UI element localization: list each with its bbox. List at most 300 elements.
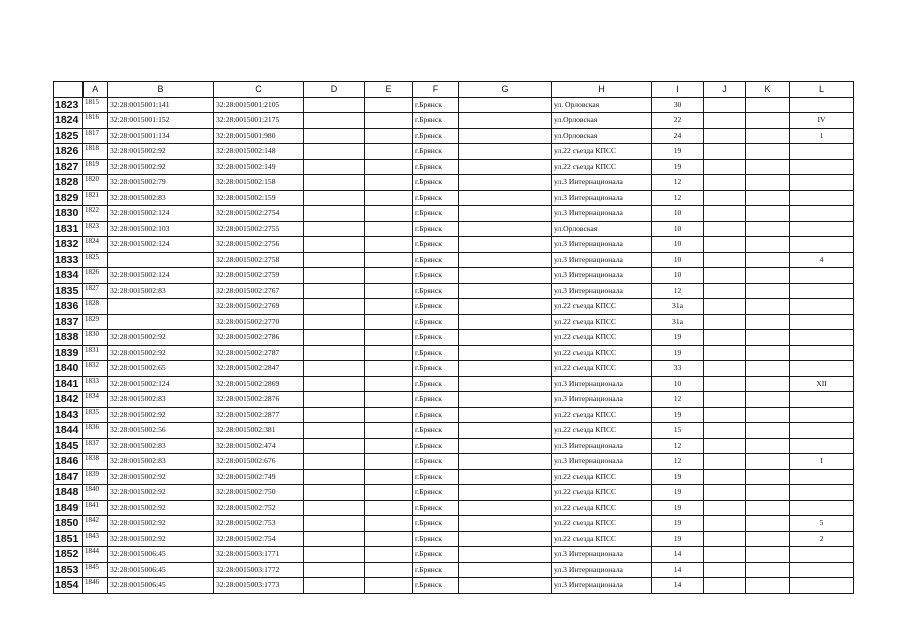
cell-i[interactable]: 10	[652, 221, 704, 237]
cell-h[interactable]: ул.3 Интернационала	[552, 206, 652, 222]
cell-h[interactable]: ул.22 съезда КПСС	[552, 361, 652, 377]
cell-g[interactable]	[459, 454, 552, 470]
cell-i[interactable]: 12	[652, 454, 704, 470]
cell-d[interactable]	[304, 206, 365, 222]
cell-l[interactable]	[790, 221, 854, 237]
cell-f[interactable]: г.Брянск	[413, 578, 459, 594]
cell-h[interactable]: ул.22 съезда КПСС	[552, 485, 652, 501]
cell-j[interactable]	[704, 159, 746, 175]
cell-j[interactable]	[704, 423, 746, 439]
cell-i[interactable]: 10	[652, 237, 704, 253]
cell-b[interactable]	[108, 314, 214, 330]
cell-g[interactable]	[459, 500, 552, 516]
cell-e[interactable]	[365, 423, 413, 439]
column-header-a[interactable]: A	[83, 82, 108, 98]
cell-a[interactable]: 1825	[83, 252, 108, 268]
cell-g[interactable]	[459, 531, 552, 547]
cell-a[interactable]: 1838	[83, 454, 108, 470]
cell-k[interactable]	[746, 516, 790, 532]
cell-j[interactable]	[704, 547, 746, 563]
cell-i[interactable]: 33	[652, 361, 704, 377]
cell-i[interactable]: 19	[652, 516, 704, 532]
cell-b[interactable]: 32:28:0015006:45	[108, 562, 214, 578]
cell-a[interactable]: 1842	[83, 516, 108, 532]
cell-f[interactable]: г.Брянск	[413, 485, 459, 501]
cell-i[interactable]: 10	[652, 252, 704, 268]
cell-d[interactable]	[304, 330, 365, 346]
cell-l[interactable]	[790, 423, 854, 439]
cell-a[interactable]: 1830	[83, 330, 108, 346]
cell-g[interactable]	[459, 190, 552, 206]
cell-d[interactable]	[304, 438, 365, 454]
cell-j[interactable]	[704, 330, 746, 346]
cell-d[interactable]	[304, 500, 365, 516]
row-number[interactable]: 1832	[54, 237, 83, 253]
cell-g[interactable]	[459, 562, 552, 578]
row-number[interactable]: 1829	[54, 190, 83, 206]
cell-f[interactable]: г.Брянск	[413, 299, 459, 315]
cell-k[interactable]	[746, 345, 790, 361]
cell-c[interactable]: 32:28:0015002:676	[214, 454, 304, 470]
cell-j[interactable]	[704, 500, 746, 516]
cell-h[interactable]: ул.3 Интернационала	[552, 376, 652, 392]
cell-g[interactable]	[459, 144, 552, 160]
cell-f[interactable]: г.Брянск	[413, 531, 459, 547]
cell-d[interactable]	[304, 578, 365, 594]
cell-g[interactable]	[459, 516, 552, 532]
cell-i[interactable]: 19	[652, 159, 704, 175]
cell-j[interactable]	[704, 97, 746, 113]
cell-l[interactable]	[790, 97, 854, 113]
cell-l[interactable]	[790, 345, 854, 361]
cell-a[interactable]: 1834	[83, 392, 108, 408]
cell-d[interactable]	[304, 159, 365, 175]
cell-k[interactable]	[746, 562, 790, 578]
row-number[interactable]: 1843	[54, 407, 83, 423]
cell-c[interactable]: 32:28:0015002:381	[214, 423, 304, 439]
cell-e[interactable]	[365, 407, 413, 423]
cell-h[interactable]: ул.3 Интернационала	[552, 283, 652, 299]
cell-c[interactable]: 32:28:0015002:2759	[214, 268, 304, 284]
row-number[interactable]: 1842	[54, 392, 83, 408]
cell-k[interactable]	[746, 175, 790, 191]
cell-h[interactable]: ул.22 съезда КПСС	[552, 314, 652, 330]
cell-d[interactable]	[304, 299, 365, 315]
cell-b[interactable]: 32:28:0015002:92	[108, 500, 214, 516]
cell-j[interactable]	[704, 392, 746, 408]
cell-i[interactable]: 12	[652, 175, 704, 191]
cell-f[interactable]: г.Брянск	[413, 237, 459, 253]
cell-c[interactable]: 32:28:0015002:2767	[214, 283, 304, 299]
row-number[interactable]: 1831	[54, 221, 83, 237]
cell-d[interactable]	[304, 175, 365, 191]
cell-b[interactable]: 32:28:0015002:92	[108, 330, 214, 346]
cell-b[interactable]: 32:28:0015002:103	[108, 221, 214, 237]
cell-k[interactable]	[746, 423, 790, 439]
cell-f[interactable]: г.Брянск	[413, 500, 459, 516]
cell-k[interactable]	[746, 361, 790, 377]
cell-e[interactable]	[365, 578, 413, 594]
cell-e[interactable]	[365, 361, 413, 377]
cell-e[interactable]	[365, 469, 413, 485]
cell-c[interactable]: 32:28:0015002:2755	[214, 221, 304, 237]
cell-k[interactable]	[746, 531, 790, 547]
cell-j[interactable]	[704, 268, 746, 284]
cell-h[interactable]: ул.22 съезда КПСС	[552, 531, 652, 547]
row-number[interactable]: 1846	[54, 454, 83, 470]
cell-c[interactable]: 32:28:0015002:2769	[214, 299, 304, 315]
row-number[interactable]: 1851	[54, 531, 83, 547]
cell-b[interactable]: 32:28:0015002:92	[108, 159, 214, 175]
cell-d[interactable]	[304, 314, 365, 330]
cell-h[interactable]: ул.22 съезда КПСС	[552, 159, 652, 175]
cell-d[interactable]	[304, 268, 365, 284]
cell-j[interactable]	[704, 562, 746, 578]
cell-k[interactable]	[746, 252, 790, 268]
cell-e[interactable]	[365, 97, 413, 113]
cell-j[interactable]	[704, 454, 746, 470]
cell-i[interactable]: 31a	[652, 299, 704, 315]
cell-a[interactable]: 1822	[83, 206, 108, 222]
cell-g[interactable]	[459, 128, 552, 144]
cell-b[interactable]: 32:28:0015002:79	[108, 175, 214, 191]
cell-a[interactable]: 1832	[83, 361, 108, 377]
cell-b[interactable]	[108, 299, 214, 315]
cell-d[interactable]	[304, 283, 365, 299]
cell-b[interactable]: 32:28:0015002:92	[108, 345, 214, 361]
cell-a[interactable]: 1829	[83, 314, 108, 330]
cell-g[interactable]	[459, 283, 552, 299]
cell-g[interactable]	[459, 206, 552, 222]
row-number[interactable]: 1844	[54, 423, 83, 439]
cell-k[interactable]	[746, 407, 790, 423]
cell-b[interactable]: 32:28:0015002:83	[108, 190, 214, 206]
cell-d[interactable]	[304, 144, 365, 160]
cell-j[interactable]	[704, 237, 746, 253]
cell-h[interactable]: ул.3 Интернационала	[552, 392, 652, 408]
row-number[interactable]: 1854	[54, 578, 83, 594]
cell-l[interactable]: I	[790, 454, 854, 470]
cell-a[interactable]: 1831	[83, 345, 108, 361]
cell-k[interactable]	[746, 221, 790, 237]
cell-h[interactable]: ул.Орловская	[552, 113, 652, 129]
cell-k[interactable]	[746, 438, 790, 454]
cell-e[interactable]	[365, 128, 413, 144]
cell-j[interactable]	[704, 376, 746, 392]
cell-l[interactable]: 1	[790, 128, 854, 144]
cell-i[interactable]: 19	[652, 407, 704, 423]
cell-f[interactable]: г.Брянск	[413, 314, 459, 330]
cell-h[interactable]: ул.22 съезда КПСС	[552, 500, 652, 516]
cell-i[interactable]: 12	[652, 283, 704, 299]
cell-b[interactable]: 32:28:0015002:83	[108, 392, 214, 408]
cell-e[interactable]	[365, 159, 413, 175]
cell-b[interactable]: 32:28:0015006:45	[108, 547, 214, 563]
row-number[interactable]: 1845	[54, 438, 83, 454]
cell-f[interactable]: г.Брянск	[413, 547, 459, 563]
cell-a[interactable]: 1817	[83, 128, 108, 144]
row-number[interactable]: 1827	[54, 159, 83, 175]
row-number[interactable]: 1826	[54, 144, 83, 160]
cell-f[interactable]: г.Брянск	[413, 128, 459, 144]
column-header-c[interactable]: C	[214, 82, 304, 98]
cell-l[interactable]	[790, 469, 854, 485]
row-number[interactable]: 1848	[54, 485, 83, 501]
row-number[interactable]: 1839	[54, 345, 83, 361]
cell-c[interactable]: 32:28:0015002:2754	[214, 206, 304, 222]
cell-g[interactable]	[459, 345, 552, 361]
cell-h[interactable]: ул.Орловская	[552, 221, 652, 237]
cell-f[interactable]: г.Брянск	[413, 454, 459, 470]
cell-d[interactable]	[304, 376, 365, 392]
cell-h[interactable]: ул.3 Интернационала	[552, 190, 652, 206]
cell-d[interactable]	[304, 516, 365, 532]
cell-l[interactable]	[790, 283, 854, 299]
cell-d[interactable]	[304, 562, 365, 578]
cell-h[interactable]: ул.22 съезда КПСС	[552, 299, 652, 315]
cell-l[interactable]	[790, 407, 854, 423]
cell-l[interactable]	[790, 330, 854, 346]
cell-h[interactable]: ул.22 съезда КПСС	[552, 330, 652, 346]
cell-b[interactable]: 32:28:0015002:124	[108, 268, 214, 284]
cell-j[interactable]	[704, 516, 746, 532]
cell-f[interactable]: г.Брянск	[413, 97, 459, 113]
cell-l[interactable]: 4	[790, 252, 854, 268]
cell-h[interactable]: ул.22 съезда КПСС	[552, 345, 652, 361]
cell-b[interactable]: 32:28:0015002:92	[108, 516, 214, 532]
cell-a[interactable]: 1845	[83, 562, 108, 578]
cell-c[interactable]: 32:28:0015003:1771	[214, 547, 304, 563]
cell-i[interactable]: 19	[652, 531, 704, 547]
cell-h[interactable]: ул.22 съезда КПСС	[552, 144, 652, 160]
cell-k[interactable]	[746, 376, 790, 392]
cell-f[interactable]: г.Брянск	[413, 159, 459, 175]
cell-g[interactable]	[459, 252, 552, 268]
cell-e[interactable]	[365, 299, 413, 315]
cell-i[interactable]: 19	[652, 500, 704, 516]
cell-c[interactable]: 32:28:0015001:980	[214, 128, 304, 144]
cell-d[interactable]	[304, 454, 365, 470]
row-number[interactable]: 1825	[54, 128, 83, 144]
cell-k[interactable]	[746, 547, 790, 563]
cell-f[interactable]: г.Брянск	[413, 438, 459, 454]
cell-g[interactable]	[459, 578, 552, 594]
cell-g[interactable]	[459, 469, 552, 485]
row-number[interactable]: 1837	[54, 314, 83, 330]
cell-l[interactable]	[790, 562, 854, 578]
cell-a[interactable]: 1815	[83, 97, 108, 113]
cell-a[interactable]: 1816	[83, 113, 108, 129]
cell-b[interactable]: 32:28:0015002:124	[108, 237, 214, 253]
cell-h[interactable]: ул.Орловская	[552, 128, 652, 144]
cell-g[interactable]	[459, 407, 552, 423]
cell-b[interactable]: 32:28:0015002:92	[108, 144, 214, 160]
cell-k[interactable]	[746, 128, 790, 144]
cell-h[interactable]: ул.3 Интернационала	[552, 175, 652, 191]
cell-g[interactable]	[459, 423, 552, 439]
cell-k[interactable]	[746, 159, 790, 175]
cell-e[interactable]	[365, 547, 413, 563]
cell-b[interactable]: 32:28:0015002:124	[108, 376, 214, 392]
cell-f[interactable]: г.Брянск	[413, 144, 459, 160]
cell-c[interactable]: 32:28:0015002:752	[214, 500, 304, 516]
cell-c[interactable]: 32:28:0015002:2847	[214, 361, 304, 377]
cell-h[interactable]: ул.3 Интернационала	[552, 268, 652, 284]
cell-a[interactable]: 1835	[83, 407, 108, 423]
cell-i[interactable]: 19	[652, 330, 704, 346]
cell-i[interactable]: 19	[652, 345, 704, 361]
cell-e[interactable]	[365, 392, 413, 408]
cell-j[interactable]	[704, 345, 746, 361]
cell-h[interactable]: ул.3 Интернационала	[552, 562, 652, 578]
cell-b[interactable]: 32:28:0015002:56	[108, 423, 214, 439]
cell-g[interactable]	[459, 547, 552, 563]
cell-i[interactable]: 14	[652, 562, 704, 578]
cell-j[interactable]	[704, 221, 746, 237]
cell-c[interactable]: 32:28:0015002:159	[214, 190, 304, 206]
cell-a[interactable]: 1844	[83, 547, 108, 563]
cell-k[interactable]	[746, 485, 790, 501]
cell-b[interactable]	[108, 252, 214, 268]
cell-a[interactable]: 1826	[83, 268, 108, 284]
cell-i[interactable]: 14	[652, 547, 704, 563]
cell-h[interactable]: ул.3 Интернационала	[552, 438, 652, 454]
cell-b[interactable]: 32:28:0015002:83	[108, 454, 214, 470]
cell-j[interactable]	[704, 299, 746, 315]
cell-e[interactable]	[365, 314, 413, 330]
row-number[interactable]: 1836	[54, 299, 83, 315]
cell-g[interactable]	[459, 221, 552, 237]
cell-g[interactable]	[459, 392, 552, 408]
cell-l[interactable]	[790, 237, 854, 253]
cell-b[interactable]: 32:28:0015002:92	[108, 531, 214, 547]
cell-f[interactable]: г.Брянск	[413, 330, 459, 346]
cell-j[interactable]	[704, 314, 746, 330]
cell-b[interactable]: 32:28:0015002:83	[108, 438, 214, 454]
cell-j[interactable]	[704, 283, 746, 299]
cell-f[interactable]: г.Брянск	[413, 423, 459, 439]
cell-k[interactable]	[746, 299, 790, 315]
cell-c[interactable]: 32:28:0015002:2787	[214, 345, 304, 361]
cell-j[interactable]	[704, 485, 746, 501]
cell-g[interactable]	[459, 376, 552, 392]
cell-e[interactable]	[365, 516, 413, 532]
column-header-l[interactable]: L	[790, 82, 854, 98]
cell-h[interactable]: ул.3 Интернационала	[552, 454, 652, 470]
cell-i[interactable]: 10	[652, 268, 704, 284]
cell-k[interactable]	[746, 454, 790, 470]
cell-b[interactable]: 32:28:0015006:45	[108, 578, 214, 594]
cell-c[interactable]: 32:28:0015002:149	[214, 159, 304, 175]
cell-h[interactable]: ул.22 съезда КПСС	[552, 423, 652, 439]
cell-a[interactable]: 1828	[83, 299, 108, 315]
cell-f[interactable]: г.Брянск	[413, 407, 459, 423]
row-number[interactable]: 1834	[54, 268, 83, 284]
cell-h[interactable]: ул.22 съезда КПСС	[552, 469, 652, 485]
cell-c[interactable]: 32:28:0015002:2770	[214, 314, 304, 330]
cell-b[interactable]: 32:28:0015001:141	[108, 97, 214, 113]
cell-i[interactable]: 10	[652, 376, 704, 392]
cell-e[interactable]	[365, 113, 413, 129]
cell-l[interactable]	[790, 578, 854, 594]
row-number[interactable]: 1852	[54, 547, 83, 563]
cell-a[interactable]: 1846	[83, 578, 108, 594]
cell-b[interactable]: 32:28:0015002:124	[108, 206, 214, 222]
cell-e[interactable]	[365, 268, 413, 284]
cell-i[interactable]: 24	[652, 128, 704, 144]
cell-e[interactable]	[365, 283, 413, 299]
cell-k[interactable]	[746, 283, 790, 299]
cell-e[interactable]	[365, 190, 413, 206]
cell-d[interactable]	[304, 345, 365, 361]
cell-i[interactable]: 19	[652, 144, 704, 160]
cell-l[interactable]	[790, 485, 854, 501]
cell-e[interactable]	[365, 438, 413, 454]
cell-h[interactable]: ул.3 Интернационала	[552, 547, 652, 563]
cell-d[interactable]	[304, 252, 365, 268]
column-header-k[interactable]: K	[746, 82, 790, 98]
cell-c[interactable]: 32:28:0015002:2877	[214, 407, 304, 423]
cell-f[interactable]: г.Брянск	[413, 562, 459, 578]
cell-d[interactable]	[304, 407, 365, 423]
column-header-b[interactable]: B	[108, 82, 214, 98]
cell-f[interactable]: г.Брянск	[413, 221, 459, 237]
cell-l[interactable]	[790, 547, 854, 563]
cell-g[interactable]	[459, 330, 552, 346]
column-header-j[interactable]: J	[704, 82, 746, 98]
cell-f[interactable]: г.Брянск	[413, 283, 459, 299]
cell-f[interactable]: г.Брянск	[413, 175, 459, 191]
cell-i[interactable]: 10	[652, 206, 704, 222]
cell-e[interactable]	[365, 221, 413, 237]
cell-c[interactable]: 32:28:0015002:753	[214, 516, 304, 532]
cell-b[interactable]: 32:28:0015001:152	[108, 113, 214, 129]
cell-g[interactable]	[459, 361, 552, 377]
cell-e[interactable]	[365, 237, 413, 253]
cell-d[interactable]	[304, 423, 365, 439]
cell-a[interactable]: 1839	[83, 469, 108, 485]
cell-e[interactable]	[365, 175, 413, 191]
cell-l[interactable]: 2	[790, 531, 854, 547]
cell-j[interactable]	[704, 128, 746, 144]
cell-i[interactable]: 14	[652, 578, 704, 594]
row-number[interactable]: 1835	[54, 283, 83, 299]
cell-f[interactable]: г.Брянск	[413, 392, 459, 408]
cell-j[interactable]	[704, 578, 746, 594]
cell-j[interactable]	[704, 361, 746, 377]
column-header-f[interactable]: F	[413, 82, 459, 98]
cell-a[interactable]: 1819	[83, 159, 108, 175]
cell-i[interactable]: 12	[652, 190, 704, 206]
cell-c[interactable]: 32:28:0015002:749	[214, 469, 304, 485]
cell-f[interactable]: г.Брянск	[413, 190, 459, 206]
cell-e[interactable]	[365, 376, 413, 392]
cell-f[interactable]: г.Брянск	[413, 206, 459, 222]
column-header-i[interactable]: I	[652, 82, 704, 98]
cell-b[interactable]: 32:28:0015002:92	[108, 469, 214, 485]
row-number[interactable]: 1847	[54, 469, 83, 485]
cell-k[interactable]	[746, 268, 790, 284]
column-header-e[interactable]: E	[365, 82, 413, 98]
cell-h[interactable]: ул. Орловская	[552, 97, 652, 113]
cell-d[interactable]	[304, 531, 365, 547]
cell-c[interactable]: 32:28:0015002:2758	[214, 252, 304, 268]
row-number[interactable]: 1838	[54, 330, 83, 346]
cell-a[interactable]: 1841	[83, 500, 108, 516]
cell-k[interactable]	[746, 330, 790, 346]
cell-d[interactable]	[304, 469, 365, 485]
cell-e[interactable]	[365, 252, 413, 268]
